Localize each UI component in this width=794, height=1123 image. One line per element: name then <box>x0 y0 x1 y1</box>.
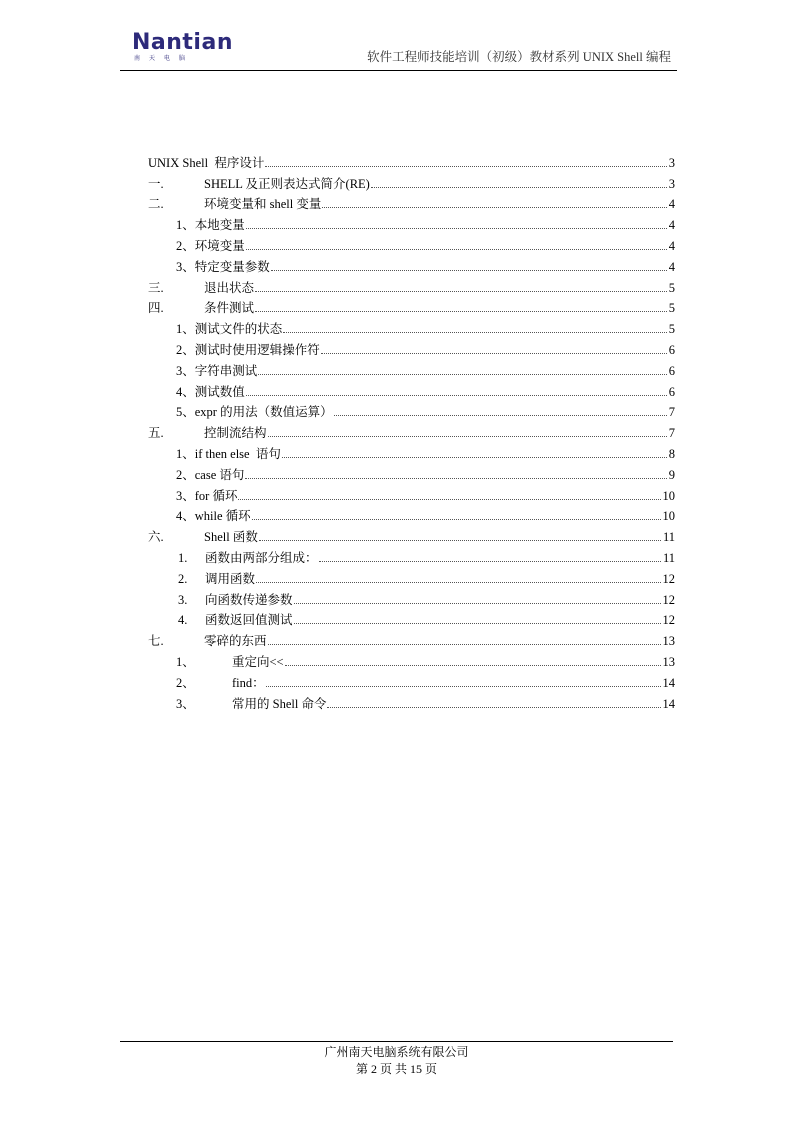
toc-number: 3、 <box>176 696 195 711</box>
toc-leader <box>252 518 661 520</box>
toc-leader <box>283 331 666 333</box>
toc-title: 重定向<< <box>232 654 284 669</box>
toc-leader <box>246 248 667 250</box>
toc-entry[interactable] <box>148 544 675 565</box>
toc-leader <box>246 227 667 229</box>
toc-entry[interactable] <box>148 232 675 253</box>
toc-title: 退出状态 <box>204 280 255 295</box>
toc-page: 10 <box>662 509 675 524</box>
toc-number: 五. <box>148 426 164 441</box>
toc-number: 四. <box>148 301 164 316</box>
toc-leader <box>285 664 661 666</box>
toc-page: 6 <box>668 384 675 399</box>
toc-number: 七. <box>148 634 164 649</box>
toc-leader <box>321 352 667 354</box>
toc-page: 11 <box>662 550 675 565</box>
footer-page-number: 第 2 页 共 15 页 <box>355 1062 437 1076</box>
toc-number: 1. <box>178 550 188 565</box>
toc-entry[interactable] <box>148 690 675 711</box>
toc-entry[interactable] <box>148 607 675 628</box>
header-title: 软件工程师技能培训（初级）教材系列 UNIX Shell 编程 <box>367 50 671 64</box>
toc-page: 12 <box>662 592 675 607</box>
toc-page: 9 <box>668 467 675 482</box>
toc-entry[interactable] <box>148 440 675 461</box>
toc-entry[interactable] <box>148 274 675 295</box>
toc-number: 2. <box>178 571 188 586</box>
toc-leader <box>255 310 667 312</box>
toc-page: 7 <box>668 405 675 420</box>
toc-entry[interactable] <box>148 523 675 544</box>
toc-leader <box>327 706 660 708</box>
toc-page: 14 <box>662 675 675 690</box>
toc-leader <box>294 602 661 604</box>
toc-title: SHELL 及正则表达式简介(RE) <box>204 176 370 191</box>
toc-leader <box>322 206 666 208</box>
toc-leader <box>334 414 667 416</box>
toc-title: find： <box>232 675 265 690</box>
toc-title: UNIX Shell 程序设计 <box>148 155 265 170</box>
toc-page: 5 <box>668 301 675 316</box>
toc-leader <box>255 290 667 292</box>
toc-entry[interactable] <box>148 253 675 274</box>
toc-page: 3 <box>668 155 675 170</box>
toc-entry[interactable] <box>148 211 675 232</box>
toc-title: 环境变量和 shell 变量 <box>204 197 322 212</box>
toc-number: 3. <box>178 592 188 607</box>
page-header <box>120 28 677 71</box>
toc-page: 14 <box>662 696 675 711</box>
toc-number: 三. <box>148 280 164 295</box>
toc-leader <box>294 622 661 624</box>
toc-page: 7 <box>668 426 675 441</box>
toc-title: 1、if then else 语句 <box>176 446 281 461</box>
toc-page: 6 <box>668 363 675 378</box>
toc-number: 1、 <box>176 654 195 669</box>
toc-page: 10 <box>662 488 675 503</box>
toc-leader <box>268 435 667 437</box>
toc-leader <box>271 269 667 271</box>
toc-entry[interactable] <box>148 191 675 212</box>
toc-leader <box>238 498 660 500</box>
toc-entry[interactable] <box>148 669 675 690</box>
toc-entry[interactable] <box>148 357 675 378</box>
toc-page: 4 <box>668 238 675 253</box>
toc-page: 6 <box>668 342 675 357</box>
toc-entry[interactable] <box>148 149 675 170</box>
toc-leader <box>245 477 666 479</box>
toc-title: 4、测试数值 <box>176 384 245 399</box>
toc-title: 2、case 语句 <box>176 467 245 482</box>
toc-title: Shell 函数 <box>204 530 258 545</box>
toc-title: 4、while 循环 <box>176 509 251 524</box>
toc-entry[interactable] <box>148 399 675 420</box>
toc-entry[interactable] <box>148 586 675 607</box>
toc-page: 13 <box>662 634 675 649</box>
toc-page: 3 <box>668 176 675 191</box>
toc-entry[interactable] <box>148 315 675 336</box>
toc-title: 调用函数 <box>205 571 256 586</box>
toc-entry[interactable] <box>148 482 675 503</box>
toc-title: 零碎的东西 <box>204 634 267 649</box>
toc-leader <box>371 186 667 188</box>
toc-title: 1、测试文件的状态 <box>176 322 283 337</box>
toc-number: 二. <box>148 197 164 212</box>
logo-subtext: 南天电脑 <box>134 55 195 62</box>
toc-entry[interactable] <box>148 378 675 399</box>
toc-entry[interactable] <box>148 565 675 586</box>
toc-entry[interactable] <box>148 627 675 648</box>
toc-title: 5、expr 的用法（数值运算） <box>176 405 333 420</box>
toc-leader <box>256 581 660 583</box>
toc-entry[interactable] <box>148 461 675 482</box>
toc-title: 3、for 循环 <box>176 488 238 503</box>
toc-entry[interactable] <box>148 295 675 316</box>
nantian-logo <box>132 32 232 66</box>
toc-title: 向函数传递参数 <box>205 592 293 607</box>
toc-title: 控制流结构 <box>204 426 267 441</box>
table-of-contents <box>148 149 675 711</box>
toc-leader <box>265 165 666 167</box>
toc-number: 4. <box>178 613 188 628</box>
toc-leader <box>259 539 661 541</box>
toc-leader <box>266 685 661 687</box>
toc-title: 2、环境变量 <box>176 238 245 253</box>
toc-number: 六. <box>148 530 164 545</box>
toc-page: 4 <box>668 259 675 274</box>
toc-number: 一. <box>148 176 164 191</box>
toc-entry[interactable] <box>148 170 675 191</box>
toc-leader <box>319 560 661 562</box>
logo-text: Nantian <box>132 30 233 55</box>
toc-leader <box>282 456 667 458</box>
toc-leader <box>246 394 667 396</box>
toc-page: 13 <box>662 654 675 669</box>
toc-entry[interactable] <box>148 419 675 440</box>
toc-page: 4 <box>668 218 675 233</box>
toc-page: 8 <box>668 446 675 461</box>
toc-page: 12 <box>662 571 675 586</box>
toc-title: 函数由两部分组成： <box>205 550 318 565</box>
toc-page: 5 <box>668 280 675 295</box>
footer-company: 广州南天电脑系统有限公司 <box>324 1045 469 1059</box>
toc-entry[interactable] <box>148 648 675 669</box>
toc-title: 3、特定变量参数 <box>176 259 270 274</box>
toc-page: 11 <box>662 530 675 545</box>
toc-leader <box>258 373 666 375</box>
toc-page: 4 <box>668 197 675 212</box>
toc-title: 2、测试时使用逻辑操作符 <box>176 342 320 357</box>
toc-title: 3、字符串测试 <box>176 363 258 378</box>
toc-title: 常用的 Shell 命令 <box>232 696 327 711</box>
toc-number: 2、 <box>176 675 195 690</box>
toc-leader <box>268 643 661 645</box>
toc-title: 条件测试 <box>204 301 255 316</box>
toc-page: 5 <box>668 322 675 337</box>
page-footer <box>120 1041 673 1077</box>
toc-title: 1、本地变量 <box>176 218 245 233</box>
toc-entry[interactable] <box>148 336 675 357</box>
toc-entry[interactable] <box>148 503 675 524</box>
toc-page: 12 <box>662 613 675 628</box>
toc-title: 函数返回值测试 <box>205 613 293 628</box>
